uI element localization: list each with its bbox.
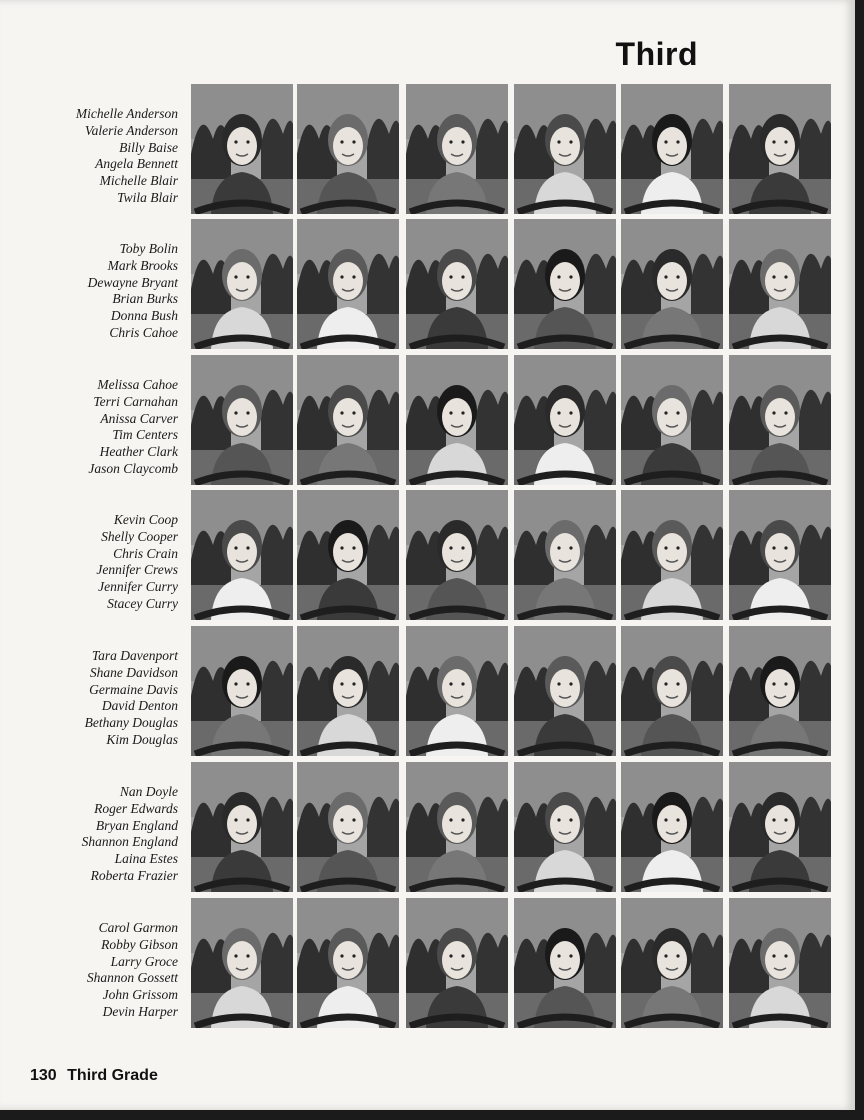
student-name: Mark Brooks bbox=[107, 257, 178, 273]
student-name: Shelly Cooper bbox=[101, 528, 178, 544]
student-portrait bbox=[514, 219, 616, 349]
student-name: Germaine Davis bbox=[89, 681, 178, 697]
student-name: David Denton bbox=[101, 698, 178, 714]
portrait-photo bbox=[621, 84, 723, 214]
portrait-photo bbox=[297, 219, 399, 349]
portrait-photo bbox=[729, 762, 831, 892]
student-name: Jason Claycomb bbox=[88, 460, 178, 476]
student-portrait bbox=[729, 898, 831, 1028]
student-name: Brian Burks bbox=[112, 291, 178, 307]
student-name: Toby Bolin bbox=[119, 241, 178, 256]
student-portrait bbox=[406, 898, 508, 1028]
portrait-photo bbox=[191, 355, 293, 485]
student-portrait bbox=[191, 490, 293, 620]
student-portrait bbox=[191, 219, 293, 349]
student-name: Michelle Anderson bbox=[75, 106, 178, 121]
student-portrait bbox=[729, 762, 831, 892]
student-name: Jennifer Crews bbox=[96, 562, 178, 578]
student-name: Shannon England bbox=[81, 834, 178, 850]
student-name: Dewayne Bryant bbox=[87, 274, 178, 290]
student-portrait bbox=[514, 762, 616, 892]
portrait-photo bbox=[297, 898, 399, 1028]
student-name: Roger Edwards bbox=[94, 800, 178, 816]
portrait-photo bbox=[621, 219, 723, 349]
student-name-list bbox=[20, 648, 178, 749]
student-name-list bbox=[20, 241, 178, 342]
student-name: Stacey Curry bbox=[107, 595, 178, 611]
student-name: Jennifer Curry bbox=[98, 579, 178, 595]
portrait-photo bbox=[406, 762, 508, 892]
portrait-photo bbox=[191, 490, 293, 620]
portrait-photo bbox=[514, 898, 616, 1028]
student-portrait bbox=[297, 490, 399, 620]
student-portrait bbox=[191, 626, 293, 756]
student-name: Terri Carnahan bbox=[93, 393, 178, 409]
portrait-photo bbox=[191, 219, 293, 349]
student-name: Chris Crain bbox=[113, 545, 178, 561]
student-name-list bbox=[20, 920, 178, 1021]
student-name: Shane Davidson bbox=[89, 664, 178, 680]
student-name-list bbox=[20, 784, 178, 885]
portrait-photo bbox=[514, 219, 616, 349]
student-portrait bbox=[297, 898, 399, 1028]
student-portrait bbox=[729, 84, 831, 214]
page-number: 130 bbox=[30, 1067, 57, 1084]
portrait-photo bbox=[514, 626, 616, 756]
student-name-list bbox=[20, 377, 178, 478]
student-portrait bbox=[514, 626, 616, 756]
student-name: Larry Groce bbox=[110, 953, 178, 969]
portrait-photo bbox=[191, 84, 293, 214]
page-title: Third bbox=[615, 36, 698, 72]
portrait-photo bbox=[406, 490, 508, 620]
student-portrait bbox=[406, 490, 508, 620]
student-portrait bbox=[621, 490, 723, 620]
student-name: Devin Harper bbox=[102, 1003, 178, 1019]
student-name: Kim Douglas bbox=[106, 731, 178, 747]
student-name: Angela Bennett bbox=[95, 156, 178, 172]
portrait-photo bbox=[729, 626, 831, 756]
student-portrait bbox=[191, 355, 293, 485]
student-portrait bbox=[621, 355, 723, 485]
portrait-photo bbox=[621, 355, 723, 485]
student-portrait bbox=[729, 355, 831, 485]
portrait-photo bbox=[297, 84, 399, 214]
student-name: Twila Blair bbox=[117, 189, 178, 205]
student-portrait bbox=[514, 84, 616, 214]
student-name: Bethany Douglas bbox=[84, 715, 178, 731]
student-portrait bbox=[406, 84, 508, 214]
portrait-photo bbox=[297, 490, 399, 620]
student-portrait bbox=[621, 84, 723, 214]
student-portrait bbox=[514, 355, 616, 485]
portrait-photo bbox=[514, 762, 616, 892]
student-name: Nan Doyle bbox=[119, 784, 178, 799]
portrait-photo bbox=[621, 898, 723, 1028]
student-portrait bbox=[621, 762, 723, 892]
portrait-photo bbox=[406, 898, 508, 1028]
student-portrait bbox=[191, 762, 293, 892]
student-portrait bbox=[406, 219, 508, 349]
student-name: Laina Estes bbox=[114, 851, 178, 867]
student-portrait bbox=[406, 762, 508, 892]
student-portrait bbox=[729, 490, 831, 620]
portrait-photo bbox=[191, 898, 293, 1028]
student-name: Robby Gibson bbox=[101, 936, 178, 952]
student-name: Donna Bush bbox=[110, 308, 178, 324]
portrait-photo bbox=[406, 355, 508, 485]
student-name: Heather Clark bbox=[99, 444, 178, 460]
student-name: Bryan England bbox=[95, 817, 178, 833]
student-name: Billy Baise bbox=[119, 139, 178, 155]
student-name: Anissa Carver bbox=[100, 410, 178, 426]
student-portrait bbox=[191, 898, 293, 1028]
portrait-photo bbox=[514, 84, 616, 214]
student-portrait bbox=[514, 490, 616, 620]
student-name: John Grissom bbox=[102, 987, 178, 1003]
student-name-list bbox=[20, 106, 178, 207]
portrait-photo bbox=[297, 762, 399, 892]
portrait-photo bbox=[729, 490, 831, 620]
student-portrait bbox=[514, 898, 616, 1028]
portrait-photo bbox=[729, 219, 831, 349]
portrait-photo bbox=[729, 898, 831, 1028]
student-portrait bbox=[297, 626, 399, 756]
student-portrait bbox=[729, 626, 831, 756]
student-portrait bbox=[729, 219, 831, 349]
student-name: Roberta Frazier bbox=[90, 867, 178, 883]
student-portrait bbox=[297, 84, 399, 214]
portrait-photo bbox=[514, 355, 616, 485]
student-name: Tim Centers bbox=[112, 427, 178, 443]
portrait-photo bbox=[191, 626, 293, 756]
student-name: Carol Garmon bbox=[98, 920, 178, 935]
student-portrait bbox=[406, 355, 508, 485]
portrait-photo bbox=[729, 355, 831, 485]
portrait-photo bbox=[191, 762, 293, 892]
student-name: Valerie Anderson bbox=[84, 122, 178, 138]
student-name-list bbox=[20, 512, 178, 613]
portrait-photo bbox=[406, 219, 508, 349]
student-name: Michelle Blair bbox=[99, 173, 178, 189]
student-portrait bbox=[191, 84, 293, 214]
student-portrait bbox=[621, 219, 723, 349]
student-name: Chris Cahoe bbox=[109, 324, 178, 340]
portrait-photo bbox=[729, 84, 831, 214]
student-portrait bbox=[621, 626, 723, 756]
section-label: Third Grade bbox=[67, 1067, 158, 1084]
portrait-photo bbox=[406, 84, 508, 214]
portrait-photo bbox=[621, 626, 723, 756]
portrait-photo bbox=[621, 762, 723, 892]
student-portrait bbox=[297, 219, 399, 349]
portrait-photo bbox=[621, 490, 723, 620]
page-footer bbox=[30, 1067, 164, 1085]
portrait-photo bbox=[406, 626, 508, 756]
portrait-photo bbox=[514, 490, 616, 620]
student-portrait bbox=[621, 898, 723, 1028]
student-portrait bbox=[297, 355, 399, 485]
student-name: Melissa Cahoe bbox=[97, 377, 178, 392]
portrait-photo bbox=[297, 626, 399, 756]
student-name: Shannon Gossett bbox=[86, 970, 178, 986]
student-name: Kevin Coop bbox=[113, 512, 178, 527]
student-portrait bbox=[297, 762, 399, 892]
student-name: Tara Davenport bbox=[91, 648, 178, 663]
student-portrait bbox=[406, 626, 508, 756]
portrait-photo bbox=[297, 355, 399, 485]
